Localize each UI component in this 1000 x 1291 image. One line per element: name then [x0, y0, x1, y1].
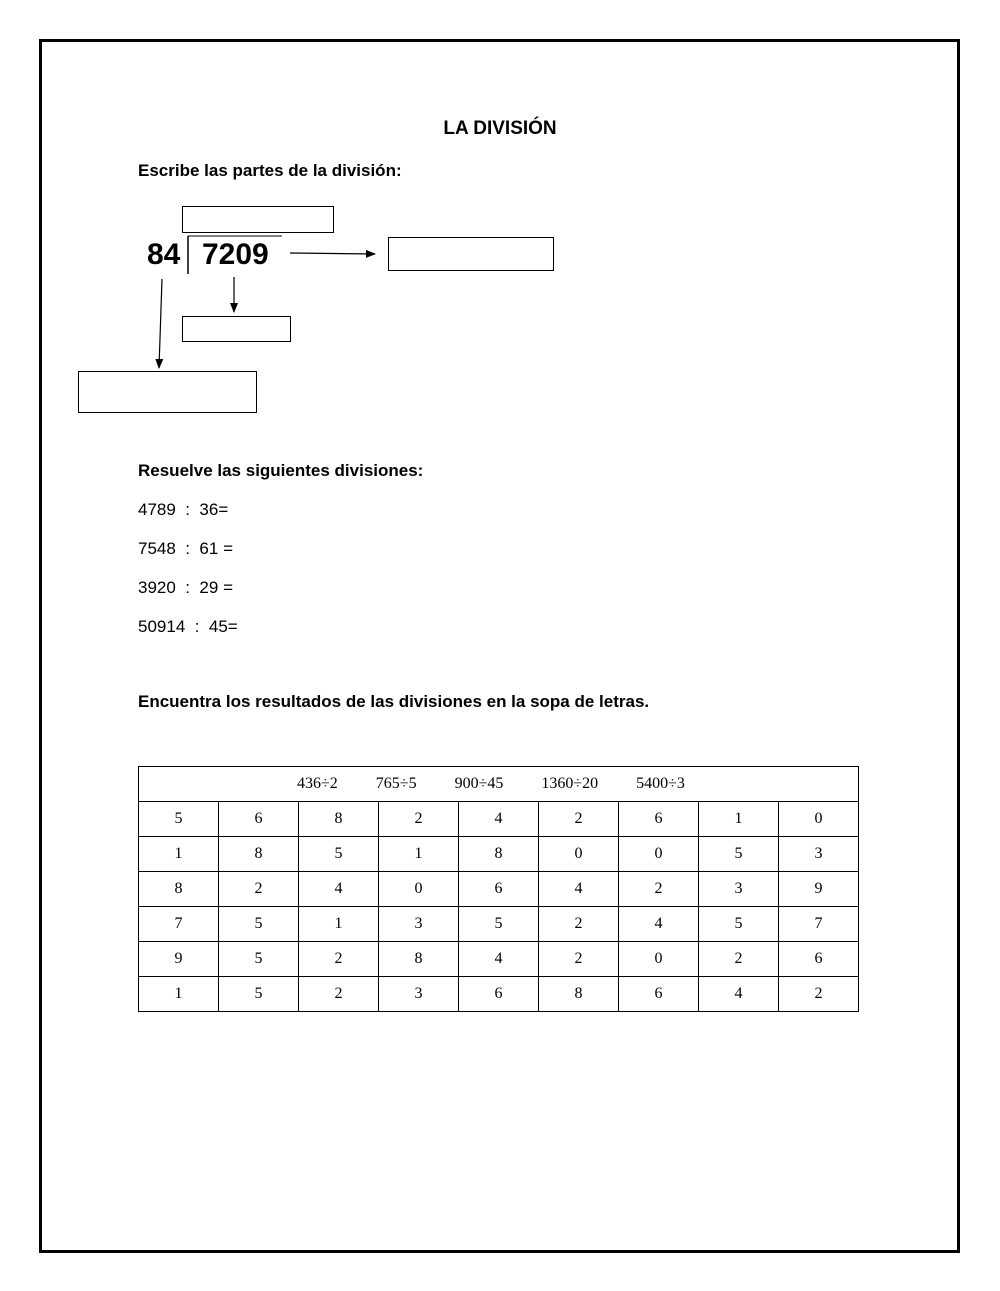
grid-cell[interactable]: 5: [699, 907, 779, 942]
grid-cell[interactable]: 3: [699, 872, 779, 907]
exercise-3: 3920 : 29 =: [138, 578, 233, 597]
grid-cell[interactable]: 5: [699, 837, 779, 872]
grid-cell[interactable]: 5: [219, 942, 299, 977]
grid-cell[interactable]: 1: [699, 802, 779, 837]
grid-cell[interactable]: 5: [139, 802, 219, 837]
arrow-to-dividend-box: [290, 253, 375, 254]
grid-cell[interactable]: 6: [219, 802, 299, 837]
grid-row: [139, 872, 859, 907]
grid-cell[interactable]: 5: [219, 977, 299, 1012]
grid-row: [139, 837, 859, 872]
arrow-to-divisor-box: [159, 279, 162, 368]
grid-cell[interactable]: 0: [779, 802, 859, 837]
grid-cell[interactable]: 6: [459, 872, 539, 907]
grid-cell[interactable]: 4: [699, 977, 779, 1012]
page-title: LA DIVISIÓN: [443, 118, 557, 139]
operation-4: 1360÷20: [541, 775, 599, 792]
exercise-2: 7548 : 61 =: [138, 539, 233, 558]
grid-cell[interactable]: 3: [379, 977, 459, 1012]
grid-cell[interactable]: 5: [219, 907, 299, 942]
grid-row: [139, 977, 859, 1012]
grid-cell[interactable]: 9: [139, 942, 219, 977]
grid-cell[interactable]: 2: [379, 802, 459, 837]
grid-row: [139, 942, 859, 977]
grid-cell[interactable]: 4: [299, 872, 379, 907]
operations-row: [139, 767, 859, 802]
grid-cell[interactable]: 8: [539, 977, 619, 1012]
grid-cell[interactable]: 7: [779, 907, 859, 942]
dividend-number: 7209: [202, 238, 269, 271]
grid-cell[interactable]: 0: [619, 942, 699, 977]
grid-cell[interactable]: 2: [299, 942, 379, 977]
operation-2: 765÷5: [375, 775, 417, 792]
grid-cell[interactable]: 0: [379, 872, 459, 907]
grid-cell[interactable]: 2: [539, 802, 619, 837]
grid-cell[interactable]: 3: [379, 907, 459, 942]
grid-cell[interactable]: 8: [379, 942, 459, 977]
grid-cell[interactable]: 4: [539, 872, 619, 907]
grid-row: [139, 802, 859, 837]
grid-cell[interactable]: 0: [619, 837, 699, 872]
grid-cell[interactable]: 4: [459, 802, 539, 837]
grid-cell[interactable]: 4: [459, 942, 539, 977]
grid-cell[interactable]: 2: [219, 872, 299, 907]
number-search-table: [138, 766, 859, 1012]
grid-cell[interactable]: 1: [299, 907, 379, 942]
operation-5: 5400÷3: [636, 775, 685, 792]
grid-cell[interactable]: 9: [779, 872, 859, 907]
grid-cell[interactable]: 6: [619, 977, 699, 1012]
grid-cell[interactable]: 6: [459, 977, 539, 1012]
exercise-4: 50914 : 45=: [138, 617, 238, 636]
grid-row: [139, 907, 859, 942]
grid-cell[interactable]: 8: [219, 837, 299, 872]
operation-1: 436÷2: [297, 775, 338, 792]
parts-instruction: Escribe las partes de la división:: [138, 161, 402, 180]
operations-cell: [139, 767, 859, 802]
grid-cell[interactable]: 3: [779, 837, 859, 872]
grid-cell[interactable]: 2: [779, 977, 859, 1012]
grid-cell[interactable]: 2: [619, 872, 699, 907]
grid-cell[interactable]: 6: [779, 942, 859, 977]
grid-cell[interactable]: 8: [299, 802, 379, 837]
solve-instruction: Resuelve las siguientes divisiones:: [138, 461, 424, 480]
grid-cell[interactable]: 2: [299, 977, 379, 1012]
grid-cell[interactable]: 4: [619, 907, 699, 942]
grid-cell[interactable]: 1: [139, 977, 219, 1012]
search-instruction: Encuentra los resultados de las divisiones en la sopa de letras.: [138, 692, 650, 711]
grid-cell[interactable]: 5: [299, 837, 379, 872]
grid-cell[interactable]: 1: [139, 837, 219, 872]
grid-cell[interactable]: 2: [539, 907, 619, 942]
grid-cell[interactable]: 1: [379, 837, 459, 872]
grid-cell[interactable]: 8: [459, 837, 539, 872]
grid-cell[interactable]: 8: [139, 872, 219, 907]
grid-cell[interactable]: 6: [619, 802, 699, 837]
grid-cell[interactable]: 2: [699, 942, 779, 977]
divisor-number: 84: [147, 238, 181, 271]
division-diagram-lines: [0, 0, 1000, 430]
grid-cell[interactable]: 7: [139, 907, 219, 942]
grid-cell[interactable]: 5: [459, 907, 539, 942]
exercise-1: 4789 : 36=: [138, 500, 229, 519]
grid-cell[interactable]: 2: [539, 942, 619, 977]
grid-cell[interactable]: 0: [539, 837, 619, 872]
operation-3: 900÷45: [454, 775, 504, 792]
